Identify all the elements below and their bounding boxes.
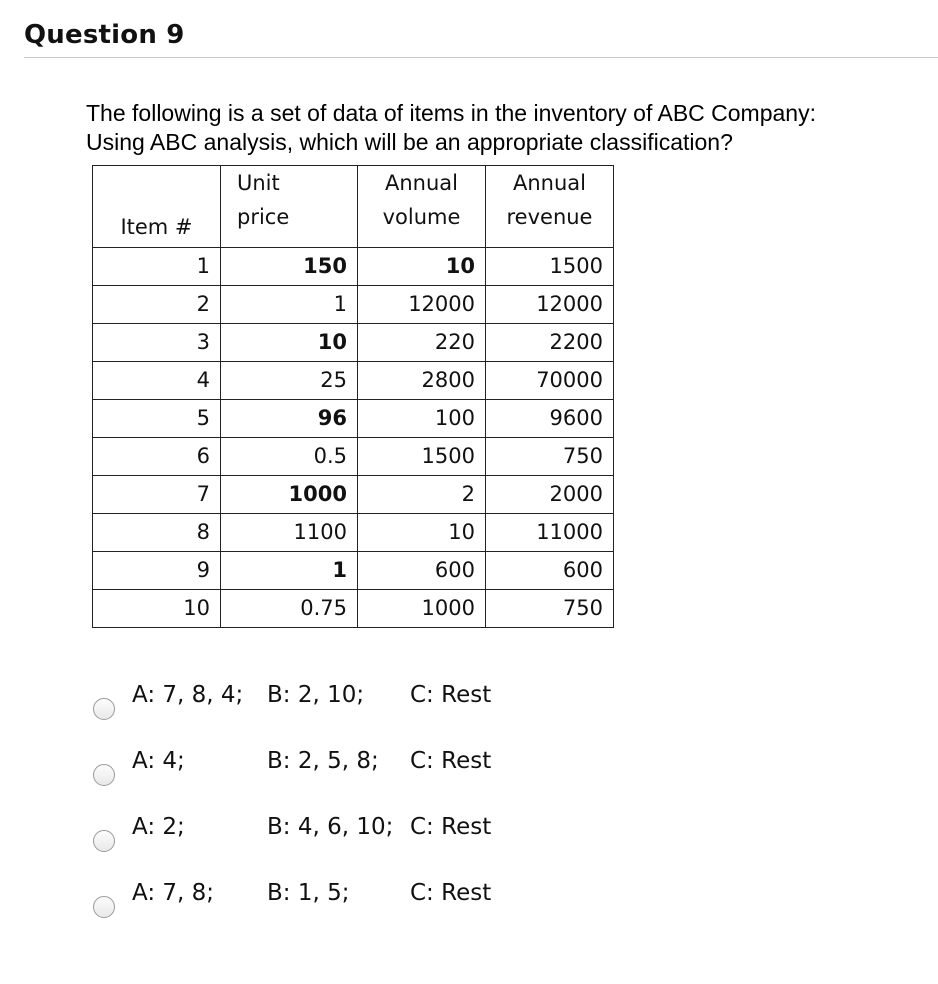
cell-volume: 600 [358,552,486,590]
cell-price: 1000 [221,476,358,514]
radio-button[interactable] [93,764,115,786]
cell-price: 0.75 [221,590,358,628]
prompt-line-2: Using ABC analysis, which will be an appropriate classification? [86,129,733,155]
cell-item: 3 [93,324,221,362]
option-c-text: C: Rest [410,748,492,774]
title-divider [24,57,938,58]
cell-item: 7 [93,476,221,514]
table-row [93,476,614,514]
cell-revenue: 70000 [486,362,614,400]
cell-volume: 220 [358,324,486,362]
question-title: Question 9 [24,20,185,50]
cell-item: 5 [93,400,221,438]
cell-item: 4 [93,362,221,400]
table-row [93,514,614,552]
inventory-table [92,165,614,628]
option-a-text: A: 4; [132,748,185,774]
prompt-line-1: The following is a set of data of items in the inventory of ABC Company: [86,100,816,126]
cell-revenue: 750 [486,590,614,628]
cell-revenue: 600 [486,552,614,590]
cell-volume: 10 [358,514,486,552]
cell-revenue: 11000 [486,514,614,552]
table-row [93,590,614,628]
cell-price: 1 [221,552,358,590]
question-prompt [86,99,816,157]
cell-volume: 1500 [358,438,486,476]
cell-volume: 1000 [358,590,486,628]
cell-revenue: 750 [486,438,614,476]
cell-volume: 10 [358,248,486,286]
cell-price: 0.5 [221,438,358,476]
cell-price: 10 [221,324,358,362]
table-row [93,286,614,324]
option-c-text: C: Rest [410,814,492,840]
cell-price: 25 [221,362,358,400]
radio-button[interactable] [93,896,115,918]
cell-volume: 100 [358,400,486,438]
option-c-text: C: Rest [410,682,492,708]
header-annual-revenue: Annual revenue [486,166,614,248]
table-row [93,324,614,362]
cell-volume: 2 [358,476,486,514]
option-a-text: A: 7, 8; [132,880,215,906]
table-row [93,438,614,476]
option-a-text: A: 7, 8, 4; [132,682,244,708]
cell-price: 96 [221,400,358,438]
radio-button[interactable] [93,830,115,852]
cell-revenue: 9600 [486,400,614,438]
cell-volume: 2800 [358,362,486,400]
table-row [93,362,614,400]
radio-button[interactable] [93,698,115,720]
option-c-text: C: Rest [410,880,492,906]
option-b-text: B: 2, 10; [267,682,365,708]
table-row [93,248,614,286]
cell-price: 1 [221,286,358,324]
cell-item: 9 [93,552,221,590]
cell-price: 1100 [221,514,358,552]
table-header-row [93,166,614,248]
header-item: Item # [93,166,221,248]
option-a-text: A: 2; [132,814,185,840]
cell-item: 1 [93,248,221,286]
option-b-text: B: 2, 5, 8; [267,748,379,774]
cell-item: 6 [93,438,221,476]
cell-item: 10 [93,590,221,628]
answer-option-2[interactable] [0,738,600,788]
answer-option-1[interactable] [0,672,600,722]
table-row [93,552,614,590]
cell-item: 8 [93,514,221,552]
cell-revenue: 2200 [486,324,614,362]
cell-item: 2 [93,286,221,324]
cell-revenue: 12000 [486,286,614,324]
answer-option-4[interactable] [0,870,600,920]
option-b-text: B: 4, 6, 10; [267,814,394,840]
cell-revenue: 1500 [486,248,614,286]
cell-volume: 12000 [358,286,486,324]
cell-price: 150 [221,248,358,286]
answer-option-3[interactable] [0,804,600,854]
cell-revenue: 2000 [486,476,614,514]
header-unit-price: Unit price [221,166,358,248]
table-row [93,400,614,438]
header-annual-volume: Annual volume [358,166,486,248]
option-b-text: B: 1, 5; [267,880,350,906]
